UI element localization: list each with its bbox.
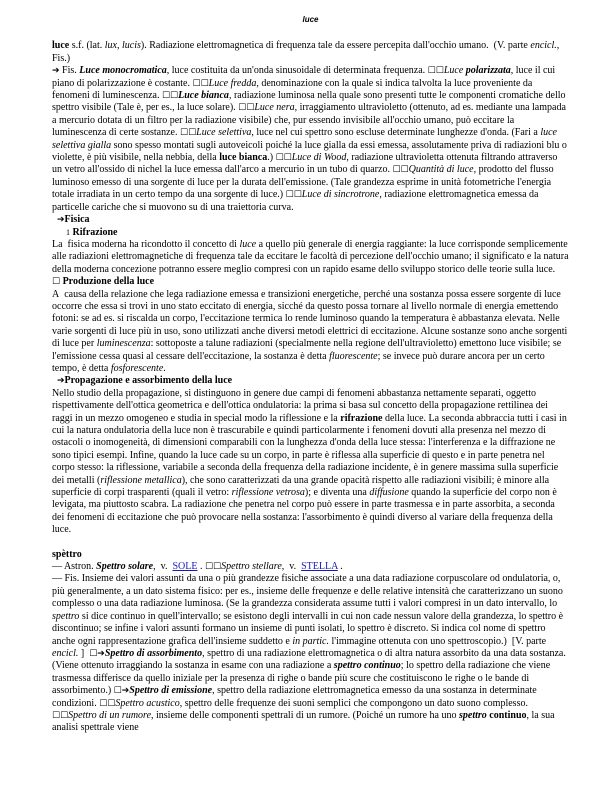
- arrow-icon: ➔: [97, 648, 105, 659]
- headword-spettro-line: [52, 549, 569, 561]
- propagazione-paragraph: Nello studio della propagazione, si distinguono in genere due campi di fenomeni abbastanza nettamente separati, oggetto rispettivamente dell'ottica geometrica e dell'ottica ondulatoria: la prima si basa sul concetto della propagazione rettilinea dei raggi in un mezzo omogeneo e studia in special modo la riflessione e la rifrazione della luce. La seconda abbraccia tutti i casi in cui la natura ondulatoria della luce non è trascurabile e quindi particolarmente i fenomeni dovuti alla presenza nel mezzo di ostacoli o inomogeneità, di dimensioni comparabili con la lunghezza d'onda della luce stessa: l'interferenza e la diffrazione ne sono tipici esempi. Infine, quando la luce cade su un corpo, in parte è riflessa alla superficie di questo e in parte penetra nel corpo stesso: la riflessione, variabile a seconda della frequenza della radiazione incidente, è in genere massima sulla superficie dei metalli (riflessione metallica), che sono caratterizzati da una grande opacità rispetto alle radiazioni visibili; è minore alla superficie di corpi trasparenti (quali il vetro: riflessione vetrosa); e diventa una diffusione quando la superficie del corpo non è levigata, ma piuttosto scabra. La radiazione che penetra nel corpo può essere in parte trasmessa e in parte assorbita, a seconda dei fenomeni di eccitazione che può provocare nella sostanza: l'assorbimento è quindi diverso al variare della frequenza della luce.: [52, 387, 567, 536]
- square-icon: ☐☐: [52, 710, 69, 721]
- section-propagazione: ➔Propagazione e assorbimento della luce: [57, 375, 233, 387]
- sole-link[interactable]: SOLE: [172, 561, 198, 573]
- headword-spettro: spèttro: [52, 548, 82, 560]
- luce-fis-paragraph: ➔ Fis. Luce monocromatica, luce costituita da un'onda sinusoidale di determinata frequenza. ☐☐Luce polarizzata, luce il cui piano di polarizzazione è costante. ☐☐Luce fredda, denominazione con la quale si indica talvolta la luce proveniente da fenomeni di luminescenza. ☐☐Luce bianca, radiazione luminosa nella quale sono presenti tutte le componenti cromatiche dello spettro visibile (Tale è, per es., la luce solare). ☐☐Luce nera, irraggiamento ultravioletto (ottenuto, ad es. mediante una lampada a mercurio dotata di un filtro per la radiazione visibile) che, pur essendo invisibile all'occhio umano, può eccitare la luminescenza di certe sostanze. ☐☐Luce selettiva, luce nel cui spettro sono escluse determinate lunghezze d'onda. (Fari a luce selettiva gialla sono spesso montati sugli autoveicoli poiché la luce gialla da essi emessa, assolutamente priva di radiazioni blu o violette, è più visibile, nella nebbia, della luce bianca.) ☐☐Luce di Wood, radiazione ultravioletta ottenuta filtrando attraverso un vetro all'ossido di nichel la luce emessa dall'arco a mercurio in un tubo di quarzo. ☐☐Quantità di luce, prodotto del flusso luminoso emesso di una sorgente di luce per la durata dell'emissione. (Tale grandezza esprime in unità fotometriche l'energia totale irradiata in un certo tempo da una sorgente di luce.) ☐☐Luce di sincrotrone, radiazione elettromagnetica emessa da particelle cariche che si muovono su di una traiettoria curva.: [52, 65, 567, 213]
- entry-spettro: [52, 549, 569, 735]
- produzione-paragraph: A causa della relazione che lega radiazione emessa e transizioni energetiche, perché una sostanza possa essere sorgente di luce occorre che essa si trovi in uno stato eccitato di energia, sicché da questo possa tornare al livello normale di energia emettendo fotoni: se ad es. si riscalda un corpo, l'eccitazione termica lo rende luminoso quando la temperatura è abbastanza elevata. Nelle varie sorgenti di luce più in uso, sono utilizzati anche diversi metodi elettrici di eccitazione. Alcune sostanze sono anche sorgenti di luce per luminescenza: sottoposte a talune radiazioni (specialmente nella regione dell'ultravioletto) emettono luce visibile; se l'emissione cessa quasi al cessare dell'eccitazione, la sostanza è detta fluorescente; se invece può durare ancora per un certo tempo, è detta fosforescente.: [52, 288, 568, 374]
- stella-link[interactable]: STELLA: [301, 561, 338, 573]
- spettro-astron: — Astron. Spettro solare, v. SOLE . ☐☐Spettro stellare, v. STELLA .: [52, 561, 343, 573]
- arrow-icon: ➔: [57, 376, 65, 387]
- arrow-icon: ➔: [52, 66, 60, 77]
- square-icon: ☐☐: [204, 562, 222, 573]
- spettro-fis: — Fis. Insieme dei valori assunti da una o più grandezze fisiche associate a una data radiazione corpuscolare od ondulatoria, o, più generalmente, a un dato sistema fisico: per es., insieme delle frequenze e delle relative intensità che caratterizzano un suono complesso o una data radiazione luminosa. (Se la grandezza considerata assume tutti i valori compresi in un dato intervallo, lo spettro si dice continuo in quell'intervallo; se esistono degli intervalli in cui non cade nessun valore della grandezza, lo spettro è discontinuo; se infine i valori assunti formano un insieme di punti isolati, lo spettro è discreto. Si indica col nome di spettro anche ogni rappresentazione grafica dell'insieme suddetto e in partic. l'immagine ottenuta con uno spettroscopio.) [V. parte encicl. ] ☐➔Spettro di assorbimento, spettro di una radiazione elettromagnetica o di altra natura assorbito da una data sostanza. (Viene ottenuto irraggiando la sostanza in esame con una radiazione a spettro continuo; lo spettro della radiazione che viene trasmessa differisce da quello iniziale per la presenza di righe o bande più scure che costituiscono le righe o le bande di assorbimento.) ☐➔Spettro di emissione, spettro della radiazione elettromagnetica emesso da una sostanza in determinate condizioni. ☐☐Spettro acustico, spettro delle frequenze dei suoni semplici che compongono un dato suono complesso. ☐☐Spettro di un rumore, insieme delle componenti spettrali di un rumore. (Poiché un rumore ha uno spettro continuo, la sua analisi spettrale viene: [52, 573, 566, 734]
- square-icon: ☐: [89, 648, 98, 659]
- square-icon: ☐☐: [238, 103, 255, 114]
- square-icon: ☐: [113, 686, 122, 697]
- square-icon: ☐☐: [392, 165, 409, 176]
- square-icon: ☐☐: [99, 698, 116, 709]
- headword-luce: luce: [52, 40, 70, 52]
- fisica-paragraph: La fisica moderna ha ricondotto il concetto di luce a quello più generale di energia raggiante: la luce corrisponde semplicemente alle radiazioni elettromagnetiche di frequenza tale da eccitare le facoltà di percezione dell'occhio umano; il significato e la natura della moderna concezione potranno essere meglio compresi con un rapido esame dello sviluppo storico delle teorie sulla luce.: [52, 238, 569, 275]
- entry-luce: [52, 40, 569, 536]
- square-icon: ☐☐: [161, 91, 179, 102]
- square-icon: ☐☐: [192, 78, 209, 89]
- square-icon: ☐☐: [275, 153, 292, 164]
- luce-definition: luce s.f. (lat. lux, lucis). Radiazione elettromagnetica di frequenza tale da essere percepita dall'occhio umano. (V. parte encicl., Fis.): [52, 40, 560, 64]
- page-header: luce: [302, 15, 319, 24]
- square-icon: ☐: [52, 277, 61, 288]
- square-icon: ☐☐: [180, 128, 197, 139]
- section-rifrazione: 1 Rifrazione: [66, 226, 118, 238]
- square-icon: ☐☐: [427, 66, 444, 77]
- arrow-icon: ➔: [121, 686, 130, 697]
- square-icon: ☐☐: [285, 190, 302, 201]
- section-fisica: ➔Fisica: [57, 214, 90, 226]
- arrow-icon: ➔: [57, 215, 65, 226]
- section-produzione: ☐ Produzione della luce: [52, 276, 155, 288]
